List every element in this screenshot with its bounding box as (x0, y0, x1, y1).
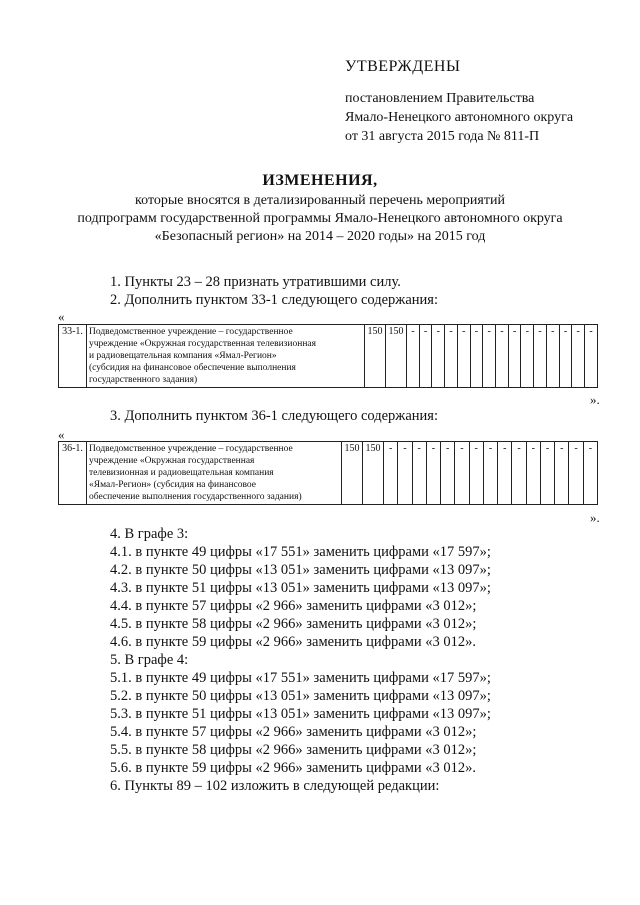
dash-cell: - (457, 325, 470, 388)
value-cell-1: 150 (365, 325, 386, 388)
close-quote-1: ». (590, 392, 600, 407)
dash-cell: - (407, 325, 420, 388)
description-line: «Ямал-Регион» (субсидия на финансовое (89, 480, 256, 490)
item-1: 1. Пункты 23 – 28 признать утратившими силу. (110, 274, 401, 290)
item-4-2: 4.2. в пункте 50 цифры «13 051» заменить цифрами «13 097»; (110, 562, 491, 578)
item-5: 5. В графе 4: (110, 652, 189, 668)
table-row (59, 442, 598, 505)
open-quote-1: « (58, 309, 65, 324)
item-5-6: 5.6. в пункте 59 цифры «2 966» заменить цифрами «3 012». (110, 760, 477, 776)
dash-cell: - (555, 442, 569, 505)
close-quote-2: ». (590, 510, 600, 525)
dash-cell: - (398, 442, 412, 505)
item-4-1: 4.1. в пункте 49 цифры «17 551» заменить цифрами «17 597»; (110, 544, 491, 560)
item-4-3: 4.3. в пункте 51 цифры «13 051» заменить цифрами «13 097»; (110, 580, 491, 596)
dash-cell: - (534, 325, 547, 388)
dash-cell: - (526, 442, 540, 505)
item-5-1: 5.1. в пункте 49 цифры «17 551» заменить цифрами «17 597»; (110, 670, 491, 686)
item-5-2: 5.2. в пункте 50 цифры «13 051» заменить цифрами «13 097»; (110, 688, 491, 704)
dash-cell: - (496, 325, 509, 388)
description-line: государственного задания) (89, 375, 198, 385)
description-line: и радиовещательная компания «Ямал-Регион» (89, 351, 277, 361)
description-line: Подведомственное учреждение – государственное (89, 444, 293, 454)
dash-cell: - (455, 442, 469, 505)
dash-cell: - (432, 325, 445, 388)
dash-cell: - (559, 325, 572, 388)
value-cell-2: 150 (363, 442, 384, 505)
dash-cell: - (521, 325, 534, 388)
description-line: учреждение «Окружная государственная (89, 456, 255, 466)
item-2: 2. Дополнить пунктом 33-1 следующего содержания: (110, 292, 438, 308)
approved-line-1: постановлением Правительства (345, 91, 535, 106)
dash-cell: - (569, 442, 583, 505)
value-cell-1: 150 (342, 442, 363, 505)
value-cell-2: 150 (386, 325, 407, 388)
dash-cell: - (583, 442, 597, 505)
row-description (87, 442, 342, 505)
item-5-4: 5.4. в пункте 57 цифры «2 966» заменить цифрами «3 012»; (110, 724, 477, 740)
dash-cell: - (384, 442, 398, 505)
dash-cell: - (441, 442, 455, 505)
description-line: Подведомственное учреждение – государственное (89, 327, 293, 337)
dash-cell: - (512, 442, 526, 505)
table-33-1 (58, 324, 598, 388)
row-number: 33-1. (59, 325, 87, 388)
dash-cell: - (498, 442, 512, 505)
item-4: 4. В графе 3: (110, 526, 189, 542)
dash-cell: - (483, 325, 496, 388)
dash-cell: - (546, 325, 559, 388)
dash-cell: - (469, 442, 483, 505)
dash-cell: - (540, 442, 554, 505)
dash-cell: - (572, 325, 585, 388)
item-3: 3. Дополнить пунктом 36-1 следующего содержания: (110, 408, 438, 424)
description-line: обеспечение выполнения государственного задания) (89, 492, 302, 502)
approved-line-3: от 31 августа 2015 года № 811-П (345, 129, 540, 144)
dash-cell: - (419, 325, 432, 388)
item-4-6: 4.6. в пункте 59 цифры «2 966» заменить цифрами «3 012». (110, 634, 477, 650)
row-description (87, 325, 365, 388)
dash-cell: - (483, 442, 497, 505)
dash-cell: - (426, 442, 440, 505)
subtitle-line-2: подпрограмм государственной программы Ямало-Ненецкого автономного округа (77, 211, 563, 226)
item-5-3: 5.3. в пункте 51 цифры «13 051» заменить цифрами «13 097»; (110, 706, 491, 722)
item-6: 6. Пункты 89 – 102 изложить в следующей редакции: (110, 778, 440, 794)
dash-cell: - (508, 325, 521, 388)
subtitle-line-1: которые вносятся в детализированный перечень мероприятий (135, 193, 505, 208)
dash-cell: - (412, 442, 426, 505)
item-5-5: 5.5. в пункте 58 цифры «2 966» заменить цифрами «3 012»; (110, 742, 477, 758)
description-line: (субсидия на финансовое обеспечение выполнения (89, 363, 296, 373)
approved-heading: УТВЕРЖДЕНЫ (345, 58, 461, 75)
table-36-1 (58, 441, 598, 505)
dash-cell: - (470, 325, 483, 388)
item-4-4: 4.4. в пункте 57 цифры «2 966» заменить цифрами «3 012»; (110, 598, 477, 614)
table-row (59, 325, 598, 388)
item-4-5: 4.5. в пункте 58 цифры «2 966» заменить цифрами «3 012»; (110, 616, 477, 632)
description-line: телевизионная и радиовещательная компания (89, 468, 274, 478)
subtitle-line-3: «Безопасный регион» на 2014 – 2020 годы» на 2015 год (154, 229, 486, 244)
dash-cell: - (585, 325, 598, 388)
description-line: учреждение «Окружная государственная телевизионная (89, 339, 317, 349)
dash-cell: - (445, 325, 458, 388)
approved-line-2: Ямало-Ненецкого автономного округа (345, 110, 574, 125)
open-quote-2: « (58, 427, 65, 442)
row-number: 36-1. (59, 442, 87, 505)
document-title: ИЗМЕНЕНИЯ, (262, 172, 378, 189)
